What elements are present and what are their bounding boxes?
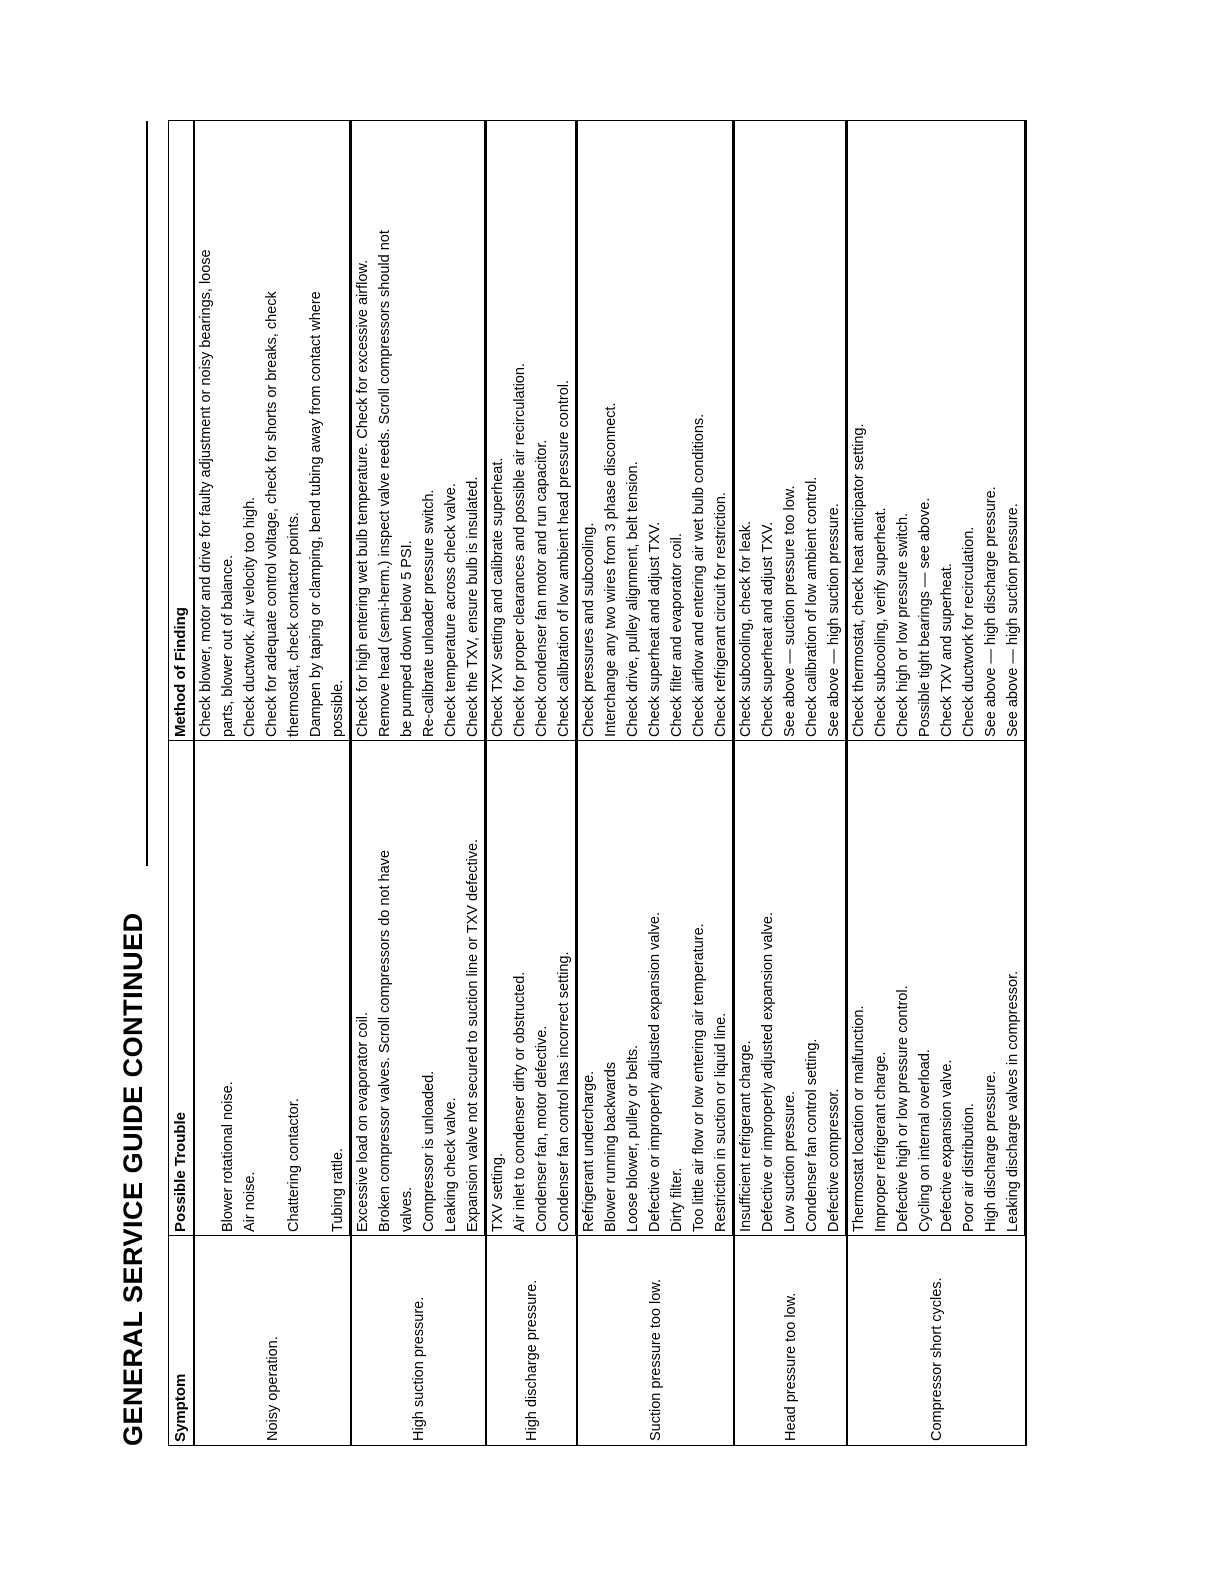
method-line: Check high or low pressure switch. bbox=[895, 512, 911, 737]
symptom-cell: High discharge pressure. bbox=[486, 1236, 577, 1446]
table-row bbox=[577, 121, 734, 1446]
trouble-line: Defective or improperly adjusted expansion valve. bbox=[760, 912, 776, 1232]
method-line: Check TXV and superheat. bbox=[939, 563, 955, 737]
trouble-line: Cycling on internal overload. bbox=[917, 1049, 933, 1232]
trouble-line: Condenser fan control setting. bbox=[804, 1038, 820, 1232]
trouble-line: Low suction pressure. bbox=[782, 1090, 798, 1232]
method-line: Check thermostat, check heat anticipator setting. bbox=[851, 423, 867, 737]
trouble-line: Chattering contactor. bbox=[286, 1098, 302, 1232]
method-line: See above — suction pressure too low. bbox=[782, 485, 798, 737]
method-line: See above — high suction pressure. bbox=[1002, 121, 1025, 740]
possible-trouble-cell bbox=[486, 741, 577, 1236]
trouble-line bbox=[305, 741, 327, 1235]
method-line: Check superheat and adjust TXV. bbox=[647, 521, 663, 737]
method-line: Check subcooling, verify superheat. bbox=[873, 507, 889, 737]
trouble-line: Dirty filter. bbox=[669, 1167, 685, 1232]
method-of-finding-cell bbox=[486, 121, 577, 741]
rotated-page bbox=[118, 116, 1088, 1446]
method-line: See above — high discharge pressure. bbox=[983, 486, 999, 737]
symptom-cell: Compressor short cycles. bbox=[847, 1236, 1026, 1446]
method-line: See above — high suction pressure. bbox=[823, 121, 846, 740]
method-line: Check for proper clearances and possible air recirculation. bbox=[512, 363, 528, 737]
method-line: Check condenser fan motor and run capacitor. bbox=[534, 439, 550, 737]
trouble-line: Defective or improperly adjusted expansion valve. bbox=[647, 912, 663, 1232]
trouble-line: High discharge pressure. bbox=[983, 1070, 999, 1232]
trouble-line: Air inlet to condenser dirty or obstructed. bbox=[512, 971, 528, 1232]
method-line: Check the TXV, ensure bulb is insulated. bbox=[462, 121, 485, 740]
trouble-line: Thermostat location or malfunction. bbox=[851, 1005, 867, 1232]
header-symptom: Symptom bbox=[169, 1236, 195, 1446]
method-line: thermostat, check contactor points. bbox=[286, 512, 302, 737]
header-possible-trouble: Possible Trouble bbox=[169, 741, 195, 1236]
title-rule bbox=[146, 121, 148, 866]
method-line: Re-calibrate unloader pressure switch. bbox=[421, 489, 437, 737]
method-line: Check superheat and adjust TXV. bbox=[760, 521, 776, 737]
method-line: possible. bbox=[327, 121, 350, 740]
method-line: Check calibration of low ambient head pressure control. bbox=[553, 121, 576, 740]
trouble-line: Broken compressor valves. Scroll compressors do not have bbox=[377, 850, 393, 1232]
symptom-cell: High suction pressure. bbox=[351, 1236, 486, 1446]
table-header-row bbox=[169, 121, 195, 1446]
method-line: Check blower, motor and drive for faulty adjustment or noisy bearings, loose bbox=[198, 249, 214, 737]
table-body bbox=[194, 121, 1026, 1446]
trouble-line: TXV setting. bbox=[490, 1153, 506, 1232]
possible-trouble-cell bbox=[194, 741, 351, 1236]
possible-trouble-cell bbox=[577, 741, 734, 1236]
symptom-cell: Head pressure too low. bbox=[734, 1236, 847, 1446]
table-row bbox=[734, 121, 847, 1446]
trouble-line: Defective compressor. bbox=[823, 741, 846, 1235]
trouble-line: Defective expansion valve. bbox=[939, 1059, 955, 1232]
table-row bbox=[847, 121, 1026, 1446]
trouble-line: Restriction in suction or liquid line. bbox=[710, 741, 733, 1235]
method-line: Remove head (semi-herm.) inspect valve reeds. Scroll compressors should not bbox=[377, 230, 393, 737]
method-of-finding-cell bbox=[577, 121, 734, 741]
trouble-line: Leaking discharge valves in compressor. bbox=[1002, 741, 1025, 1235]
method-line: Interchange any two wires from 3 phase disconnect. bbox=[603, 402, 619, 737]
method-line: Check temperature across check valve. bbox=[443, 483, 459, 737]
table-row bbox=[194, 121, 351, 1446]
method-line: Check airflow and entering air wet bulb conditions. bbox=[691, 413, 707, 737]
trouble-line: Defective high or low pressure control. bbox=[895, 985, 911, 1232]
table-row bbox=[351, 121, 486, 1446]
symptom-cell: Suction pressure too low. bbox=[577, 1236, 734, 1446]
trouble-line bbox=[195, 741, 217, 1235]
possible-trouble-cell bbox=[847, 741, 1026, 1236]
method-line: Check ductwork for recirculation. bbox=[961, 526, 977, 737]
method-line: Check filter and evaporator coil. bbox=[669, 533, 685, 737]
method-line: Check for high entering wet bulb temperature. Check for excessive airflow. bbox=[355, 259, 371, 737]
trouble-line: Condenser fan control has incorrect setting. bbox=[553, 741, 576, 1235]
trouble-line: Tubing rattle. bbox=[327, 741, 350, 1235]
trouble-line: Improper refrigerant charge. bbox=[873, 1051, 889, 1232]
trouble-line bbox=[261, 741, 283, 1235]
method-line: Possible tight bearings — see above. bbox=[917, 497, 933, 737]
trouble-line: Poor air distribution. bbox=[961, 1103, 977, 1232]
trouble-line: Refrigerant undercharge. bbox=[581, 1070, 597, 1232]
service-guide-table bbox=[168, 120, 1027, 1446]
trouble-line: Leaking check valve. bbox=[443, 1097, 459, 1232]
table-row bbox=[486, 121, 577, 1446]
method-of-finding-cell bbox=[351, 121, 486, 741]
method-line: Dampen by taping or clamping, bend tubing away from contact where bbox=[308, 291, 324, 737]
trouble-line: Expansion valve not secured to suction line or TXV defective. bbox=[462, 741, 485, 1235]
method-line: Check pressures and subcooling. bbox=[581, 522, 597, 737]
symptom-cell: Noisy operation. bbox=[194, 1236, 351, 1446]
trouble-line: Loose blower, pulley or belts. bbox=[625, 1045, 641, 1232]
method-line: Check ductwork. Air velocity too high. bbox=[242, 496, 258, 737]
trouble-line: Too little air flow or low entering air temperature. bbox=[691, 923, 707, 1232]
method-line: Check calibration of low ambient control. bbox=[804, 476, 820, 737]
trouble-line: Condenser fan, motor defective. bbox=[534, 1025, 550, 1232]
method-line: be pumped down below 5 PSI. bbox=[399, 540, 415, 737]
page-title: GENERAL SERVICE GUIDE CONTINUED bbox=[118, 912, 148, 1446]
trouble-line: Blower running backwards bbox=[603, 1061, 619, 1232]
method-line: parts, blower out of balance. bbox=[220, 554, 236, 737]
method-line: Check TXV setting and calibrate superheat. bbox=[490, 457, 506, 737]
method-of-finding-cell bbox=[847, 121, 1026, 741]
trouble-line: Excessive load on evaporator coil. bbox=[355, 1011, 371, 1232]
method-of-finding-cell bbox=[734, 121, 847, 741]
method-of-finding-cell bbox=[194, 121, 351, 741]
method-line: Check drive, pulley alignment, belt tension. bbox=[625, 461, 641, 737]
method-line: Check for adequate control voltage, check for shorts or breaks, check bbox=[264, 291, 280, 737]
possible-trouble-cell bbox=[734, 741, 847, 1236]
trouble-line: Insufficient refrigerant charge. bbox=[738, 1040, 754, 1232]
trouble-line: Compressor is unloaded. bbox=[421, 1070, 437, 1232]
possible-trouble-cell bbox=[351, 741, 486, 1236]
trouble-line: Air noise. bbox=[242, 1171, 258, 1232]
trouble-line: Blower rotational noise. bbox=[220, 1081, 236, 1232]
header-method-of-finding: Method of Finding bbox=[169, 121, 195, 741]
method-line: Check refrigerant circuit for restriction. bbox=[710, 121, 733, 740]
trouble-line: valves. bbox=[399, 1186, 415, 1232]
method-line: Check subcooling, check for leak. bbox=[738, 521, 754, 737]
